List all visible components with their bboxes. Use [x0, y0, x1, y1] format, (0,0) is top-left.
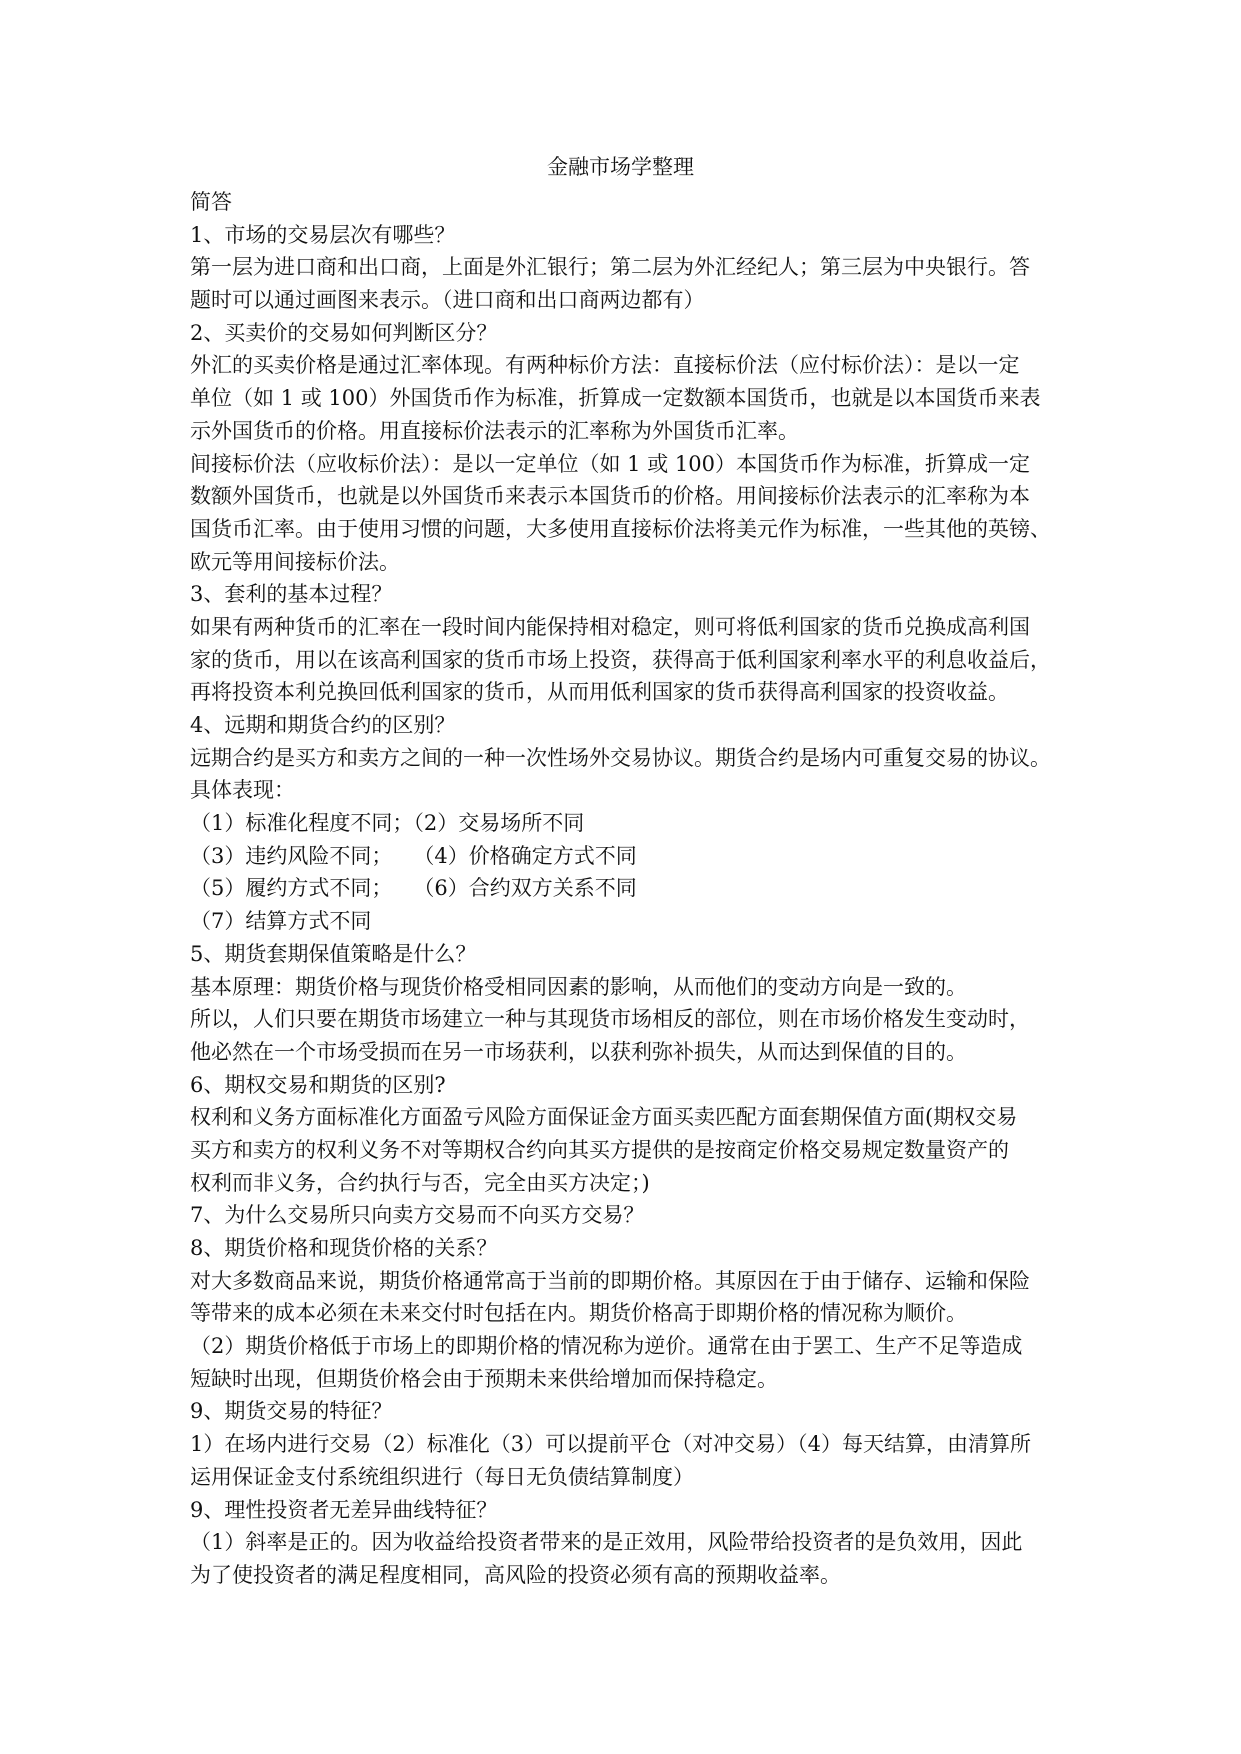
text-line: 运用保证金支付系统组织进行（每日无负债结算制度）	[190, 1464, 694, 1489]
text-line: 简答	[190, 190, 232, 214]
text-line: 基本原理：期货价格与现货价格受相同因素的影响，从而他们的变动方向是一致的。	[190, 974, 967, 999]
text-line: （5）履约方式不同； （6）合约双方关系不同	[190, 876, 637, 901]
text-line: 3、套利的基本过程？	[190, 582, 393, 607]
text-line: 6、期权交易和期货的区别?	[190, 1072, 446, 1097]
text-line: 1）在场内进行交易（2）标准化（3）可以提前平仓（对冲交易）（4）每天结算，由清算所	[190, 1432, 1031, 1457]
text-line: （3）违约风险不同； （4）价格确定方式不同	[190, 843, 637, 868]
text-line: 外汇的买卖价格是通过汇率体现。有两种标价方法：直接标价法（应付标价法）：是以一定	[190, 353, 1020, 378]
document-body	[190, 186, 1080, 1592]
text-line: 等带来的成本必须在未来交付时包括在内。期货价格高于即期价格的情况称为顺价。	[190, 1301, 967, 1326]
text-line: （1）标准化程度不同；（2）交易场所不同	[190, 811, 585, 836]
text-line: 间接标价法（应收标价法）：是以一定单位（如 1 或 100）本国货币作为标准，折算成一定	[190, 451, 1030, 476]
text-line: 所以，人们只要在期货市场建立一种与其现货市场相反的部位，则在市场价格发生变动时，	[190, 1007, 1030, 1032]
text-line: 欧元等用间接标价法。	[190, 549, 400, 574]
text-line: 7、为什么交易所只向卖方交易而不向买方交易？	[190, 1203, 645, 1228]
text-line: 数额外国货币，也就是以外国货币来表示本国货币的价格。用间接标价法表示的汇率称为本	[190, 484, 1030, 509]
text-line: （7）结算方式不同	[190, 909, 372, 934]
text-line: 再将投资本利兑换回低利国家的货币，从而用低利国家的货币获得高利国家的投资收益。	[190, 680, 1009, 705]
text-line: 5、期货套期保值策略是什么？	[190, 941, 477, 966]
text-line: （1）斜率是正的。因为收益给投资者带来的是正效用，风险带给投资者的是负效用，因此	[190, 1530, 1023, 1555]
text-line: 权利和义务方面标准化方面盈亏风险方面保证金方面买卖匹配方面套期保值方面(期权交易	[190, 1105, 1018, 1130]
text-line: 家的货币，用以在该高利国家的货币市场上投资，获得高于低利国家利率水平的利息收益后，	[190, 647, 1051, 672]
text-line: 买方和卖方的权利义务不对等期权合约向其买方提供的是按商定价格交易规定数量资产的	[190, 1137, 1009, 1162]
text-line: 第一层为进口商和出口商，上面是外汇银行；第二层为外汇经纪人；第三层为中央银行。答	[190, 255, 1030, 280]
text-line: 4、远期和期货合约的区别？	[190, 713, 456, 737]
text-line: 单位（如 1 或 100）外国货币作为标准，折算成一定数额本国货币，也就是以本国货币来表	[190, 386, 1041, 411]
text-line: 1、市场的交易层次有哪些？	[190, 222, 456, 247]
text-line: 对大多数商品来说，期货价格通常高于当前的即期价格。其原因在于由于储存、运输和保险	[190, 1268, 1030, 1293]
text-line: 如果有两种货币的汇率在一段时间内能保持相对稳定，则可将低利国家的货币兑换成高利国	[190, 614, 1030, 639]
text-line: 他必然在一个市场受损而在另一市场获利，以获利弥补损失，从而达到保值的目的。	[190, 1039, 967, 1064]
text-line: 短缺时出现，但期货价格会由于预期未来供给增加而保持稳定。	[190, 1366, 778, 1391]
text-line: 国货币汇率。由于使用习惯的问题，大多使用直接标价法将美元作为标准，一些其他的英镑、	[190, 516, 1051, 541]
text-line: 题时可以通过画图来表示。（进口商和出口商两边都有）	[190, 288, 705, 313]
text-line: 为了使投资者的满足程度相同，高风险的投资必须有高的预期收益率。	[190, 1562, 841, 1587]
text-line: 示外国货币的价格。用直接标价法表示的汇率称为外国货币汇率。	[190, 418, 799, 443]
text-line: 9、期货交易的特征？	[190, 1399, 393, 1424]
text-line: 8、期货价格和现货价格的关系？	[190, 1236, 498, 1260]
text-line: 2、买卖价的交易如何判断区分？	[190, 320, 498, 345]
text-line: 具体表现：	[190, 778, 295, 803]
text-line: 远期合约是买方和卖方之间的一种一次性场外交易协议。期货合约是场内可重复交易的协议。	[190, 745, 1051, 770]
document-title: 金融市场学整理	[547, 155, 694, 179]
text-line: 权利而非义务，合约执行与否，完全由买方决定；)	[190, 1170, 650, 1195]
text-line: （2）期货价格低于市场上的即期价格的情况称为逆价。通常在由于罢工、生产不足等造成	[190, 1334, 1023, 1359]
text-line: 9、理性投资者无差异曲线特征？	[190, 1497, 498, 1522]
